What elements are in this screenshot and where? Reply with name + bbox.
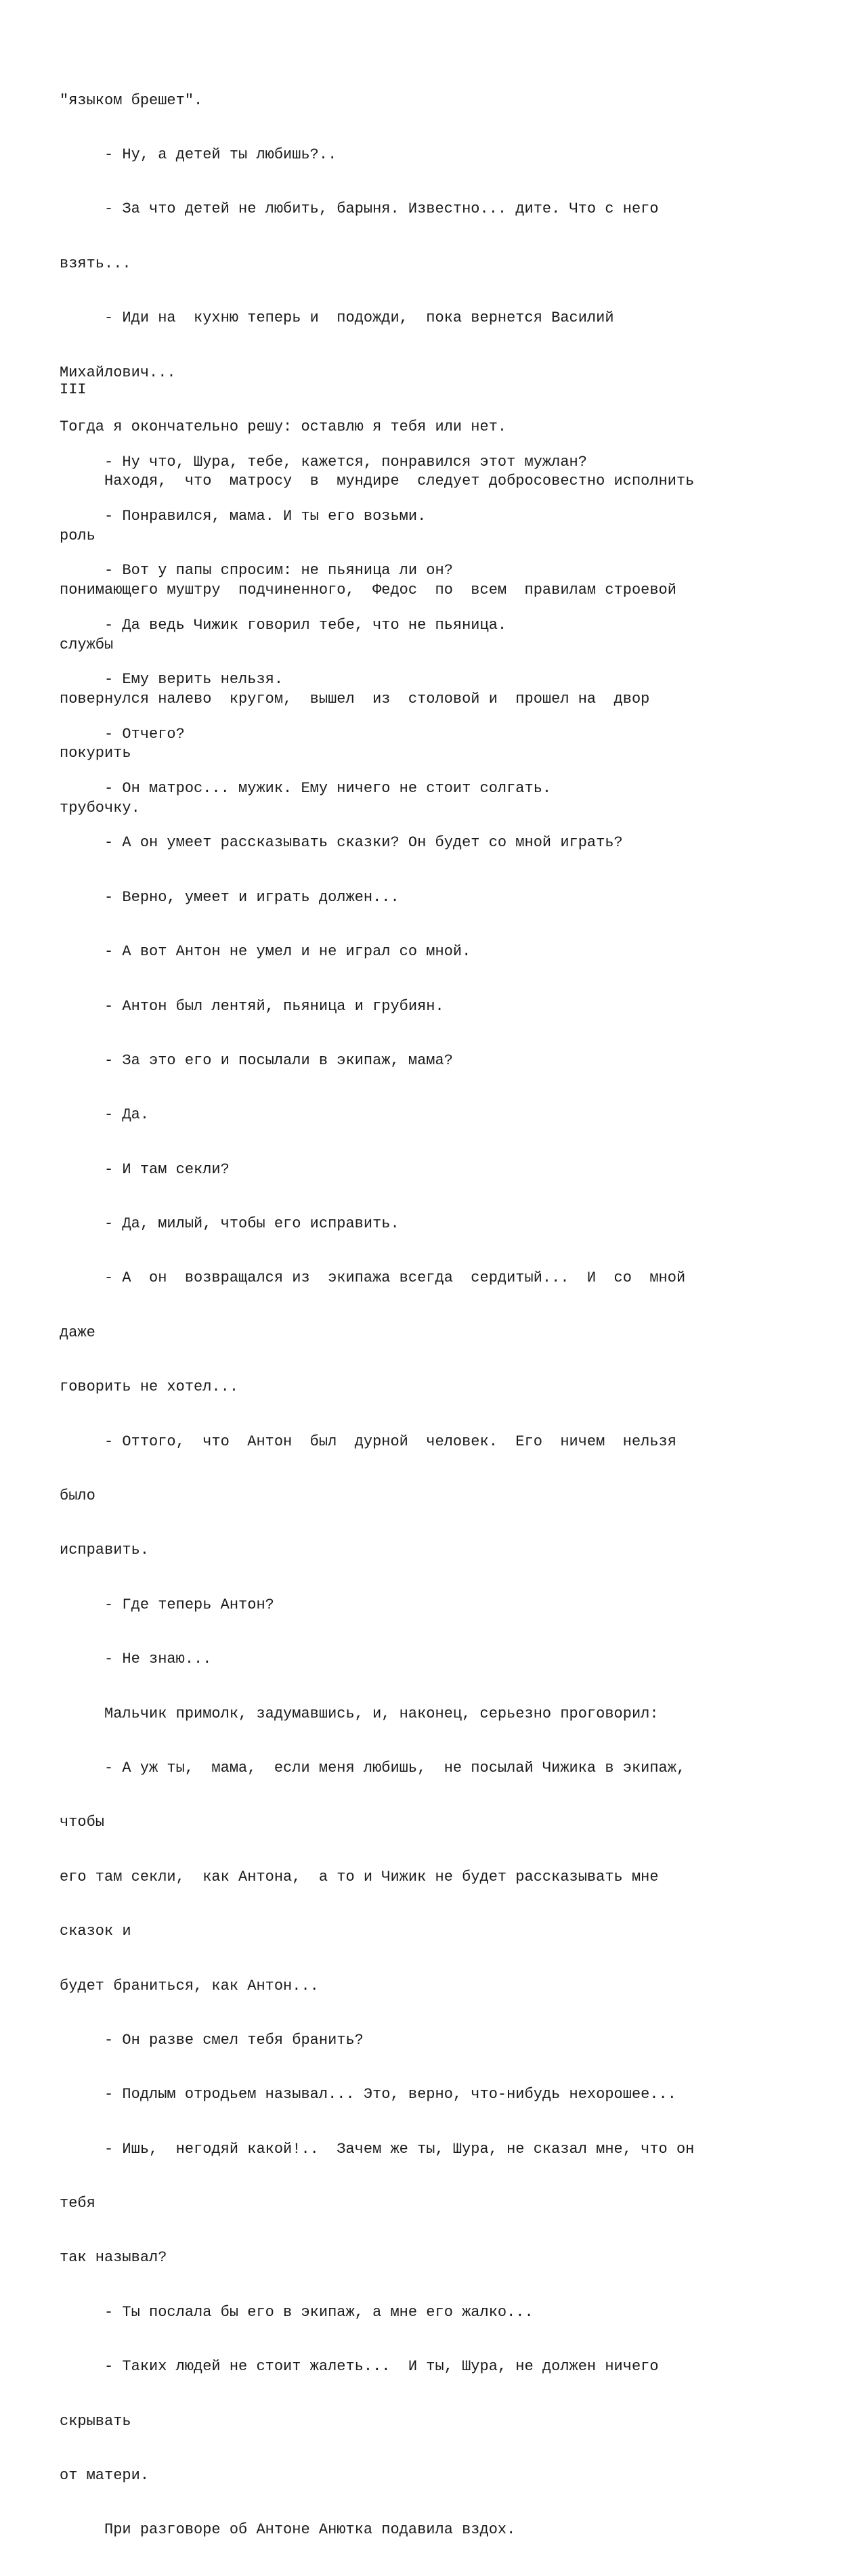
text-line: взять...: [60, 255, 131, 272]
text-line: Мальчик примолк, задумавшись, и, наконец, серьезно проговорил:: [60, 1705, 659, 1722]
text-line: службы: [60, 636, 114, 653]
text-line: было: [60, 1487, 95, 1505]
chapter-heading: III: [60, 380, 87, 398]
text-line: - Он разве смел тебя бранить?: [60, 2031, 364, 2049]
text-line: от матери.: [60, 2467, 150, 2485]
text-line: трубочку.: [60, 799, 140, 816]
text-line: Михайлович...: [60, 364, 176, 381]
text-line: - Да.: [60, 1106, 150, 1124]
text-line: - А вот Антон не умел и не играл со мной.: [60, 943, 471, 961]
text-line: - За что детей не любить, барыня. Известно... дите. Что с него: [60, 200, 659, 218]
text-line: - Он матрос... мужик. Ему ничего не стоит солгать.: [60, 779, 552, 797]
text-line: - А он возвращался из экипажа всегда сердитый... И со мной: [60, 1269, 686, 1287]
text-line: - Понравился, мама. И ты его возьми.: [60, 507, 427, 525]
text-line: - Ну что, Шура, тебе, кажется, понравился этот мужлан?: [60, 453, 587, 471]
text-line: - Оттого, что Антон был дурной человек. Его ничем нельзя: [60, 1433, 676, 1450]
text-line: скрывать: [60, 2412, 131, 2430]
text-line: - Да ведь Чижик говорил тебе, что не пьяница.: [60, 616, 507, 634]
text-line: Тогда я окончательно решу: оставлю я тебя или нет.: [60, 418, 507, 435]
text-block-dialogue: [60, 417, 804, 2576]
text-line: - Таких людей не стоит жалеть... И ты, Шура, не должен ничего: [60, 2358, 659, 2376]
text-line: - Отчего?: [60, 725, 185, 743]
text-line: - А он умеет рассказывать сказки? Он будет со мной играть?: [60, 834, 623, 852]
text-line: исправить.: [60, 1542, 150, 1559]
text-line: - Ты послала бы его в экипаж, а мне его жалко...: [60, 2303, 534, 2321]
text-line: - А уж ты, мама, если меня любишь, не посылай Чижика в экипаж,: [60, 1759, 686, 1776]
text-line: чтобы: [60, 1814, 105, 1831]
text-line: - Антон был лентяй, пьяница и грубиян.: [60, 997, 444, 1015]
text-line: При разговоре об Антоне Анютка подавила вздох.: [60, 2521, 516, 2539]
text-line: "языком брешет".: [60, 91, 203, 109]
text-line: - Да, милый, чтобы его исправить.: [60, 1215, 400, 1233]
text-line: понимающего муштру подчиненного, Федос по всем правилам строевой: [60, 582, 676, 599]
text-line: - Верно, умеет и играть должен...: [60, 888, 400, 906]
text-line: - За это его и посылали в экипаж, мама?: [60, 1051, 453, 1069]
text-line: - Вот у папы спросим: не пьяница ли он?: [60, 562, 453, 580]
text-line: так называл?: [60, 2249, 167, 2267]
text-line: - Ну, а детей ты любишь?..: [60, 146, 337, 163]
text-line: - Иди на кухню теперь и подожди, пока вернется Василий: [60, 309, 614, 327]
text-line: его там секли, как Антона, а то и Чижик не будет рассказывать мне: [60, 1868, 659, 1885]
text-line: - Не знаю...: [60, 1651, 212, 1668]
text-line: говорить не хотел...: [60, 1378, 239, 1396]
text-line: - И там секли?: [60, 1160, 230, 1178]
text-line: - Где теперь Антон?: [60, 1596, 274, 1613]
text-line: сказок и: [60, 1923, 131, 1940]
text-line: покурить: [60, 745, 131, 762]
text-line: даже: [60, 1324, 95, 1341]
text-line: будет браниться, как Антон...: [60, 1977, 319, 1994]
text-line: повернулся налево кругом, вышел из столовой и прошел на двор: [60, 690, 650, 707]
text-line: тебя: [60, 2195, 95, 2212]
text-line: - Подлым отродьем называл... Это, верно, что-нибудь нехорошее...: [60, 2086, 676, 2103]
text-line: - Ишь, негодяй какой!.. Зачем же ты, Шура, не сказал мне, что он: [60, 2140, 695, 2158]
text-line: роль: [60, 527, 95, 544]
text-line: Находя, что матросу в мундире следует добросовестно исполнить: [60, 473, 695, 490]
text-line: - Ему верить нельзя.: [60, 671, 284, 689]
